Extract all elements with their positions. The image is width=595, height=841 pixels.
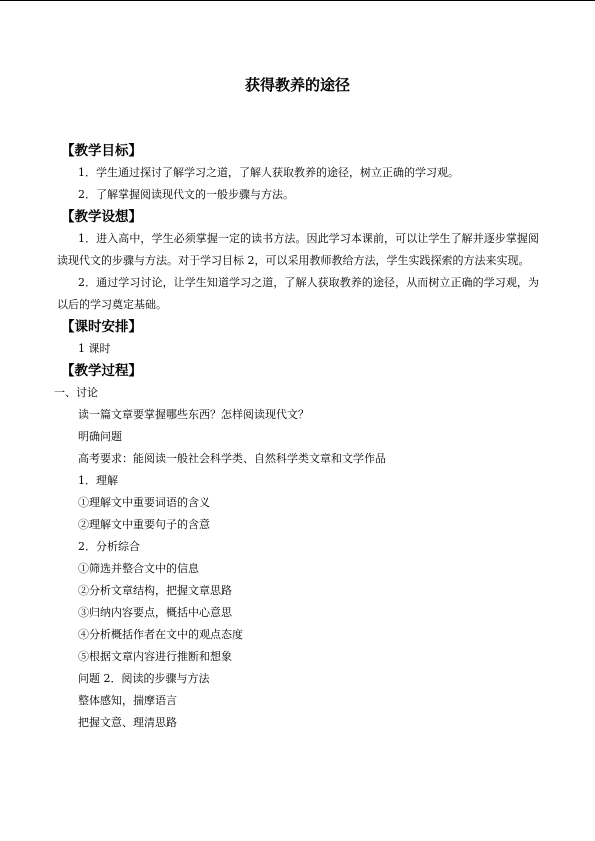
process-line: ①筛选并整合文中的信息 (78, 562, 199, 575)
heading-teaching-process: 【教学过程】 (61, 363, 142, 379)
process-line: ①理解文中重要词语的含义 (78, 496, 210, 509)
process-line: ③归纳内容要点，概括中心意思 (78, 606, 232, 619)
process-line: 1．理解 (78, 474, 118, 487)
design-item-1: 1．进入高中，学生必须掌握一定的读书方法。因此学习本课前，可以让学生了解并逐步掌握阅读现代文的步骤与方法。对于学习目标 2，可以采用教师教给方法，学生实践探索的方法来实现。 (57, 232, 539, 267)
process-line: 问题 2．阅读的步骤与方法 (78, 672, 210, 685)
design-item-2: 2．通过学习讨论，让学生知道学习之道，了解人获取教养的途径，从而树立正确的学习观，为以后的学习奠定基础。 (57, 276, 539, 311)
process-part-one: 一、讨论 (54, 386, 98, 399)
goal-item-1: 1．学生通过探讨了解学习之道，了解人获取教养的途径，树立正确的学习观。 (78, 166, 459, 179)
process-line: 整体感知，揣摩语言 (78, 694, 177, 707)
process-line: 读一篇文章要掌握哪些东西？怎样阅读现代文？ (78, 408, 309, 421)
process-line: 高考要求：能阅读一般社会科学类、自然科学类文章和文学作品 (78, 452, 386, 465)
process-line: 把握文意、理清思路 (78, 716, 177, 729)
heading-teaching-goals: 【教学目标】 (61, 143, 142, 159)
process-line: 明确问题 (78, 430, 122, 443)
process-line: ②分析文章结构，把握文章思路 (78, 584, 232, 597)
page-title: 获得教养的途径 (244, 76, 350, 94)
heading-teaching-design: 【教学设想】 (61, 209, 142, 225)
header-rule (0, 0, 595, 1)
schedule-text: 1 课时 (78, 342, 111, 355)
process-line: 2．分析综合 (78, 540, 140, 553)
process-line: ⑤根据文章内容进行推断和想象 (78, 650, 232, 663)
heading-schedule: 【课时安排】 (61, 319, 142, 335)
document-body (54, 140, 547, 734)
process-line: ②理解文中重要句子的含意 (78, 518, 210, 531)
goal-item-2: 2．了解掌握阅读现代文的一般步骤与方法。 (78, 188, 294, 201)
process-line: ④分析概括作者在文中的观点态度 (78, 628, 243, 641)
